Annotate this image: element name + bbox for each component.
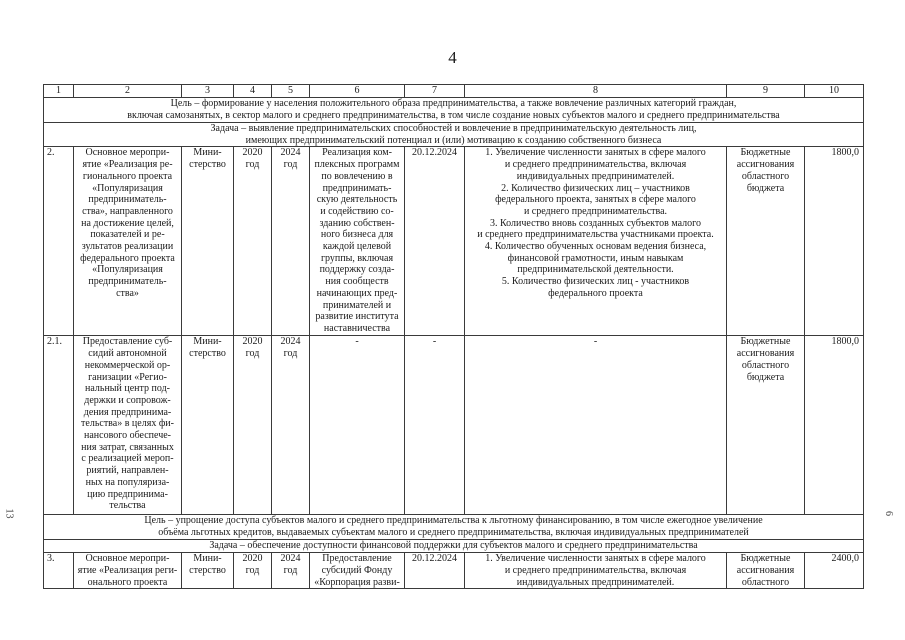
column-number: 1 bbox=[44, 85, 74, 98]
section-goal: Цель – упрощение доступа субъектов малого и среднего предпринимательства к льготному финансированию, в том числе ежегодное увеличение объёма льготных кредитов, выдаваемых субъектам малого и среднего предпринимательства, включая индивидуальных предпринимателей bbox=[44, 515, 864, 540]
expected-result: Реализация ком- плексных программ по вовлечению в предпринимать- скую деятельность и содействию со- зданию собствен- ного бизнеса для каждой целевой группы, включая поддержку созда- ния сообществ начинающих пред- принимателей и развитие института наставничества bbox=[310, 147, 405, 336]
funding-source: Бюджетные ассигнования областного bbox=[727, 553, 805, 589]
funding-source: Бюджетные ассигнования областного бюджета bbox=[727, 336, 805, 515]
section-goal: Цель – формирование у населения положительного образа предпринимательства, а также вовлечение различных категорий граждан, включая самозанятых, в сектор малого и среднего предпринимательства, в том числе создание новых субъектов малого и среднего предпринимательства bbox=[44, 98, 864, 123]
funding-amount: 1800,0 bbox=[805, 147, 864, 336]
column-number: 5 bbox=[272, 85, 310, 98]
row-number: 3. bbox=[44, 553, 74, 589]
goal-row bbox=[44, 98, 864, 123]
row-number: 2.1. bbox=[44, 336, 74, 515]
side-page-mark-right: 6 bbox=[883, 511, 894, 516]
column-number: 7 bbox=[405, 85, 465, 98]
end-year: 2024 год bbox=[272, 336, 310, 515]
section-task: Задача – обеспечение доступности финансовой поддержки для субъектов малого и среднего предпринимательства bbox=[44, 540, 864, 553]
column-number-row bbox=[44, 85, 864, 98]
column-number: 3 bbox=[182, 85, 234, 98]
completion-date: 20.12.2024 bbox=[405, 553, 465, 589]
measure-name: Предоставление суб- сидий автономной некоммерческой ор- ганизации «Регио- нальный центр под- держки и сопровож- дения предпринима- тельства» в целях фи- нансового обеспече- ния затрат, связанных с реализацией мероп- риятий, направлен- ных на популяриза- цию предпринима- тельства bbox=[74, 336, 182, 515]
measure-name: Основное меропри- ятие «Реализация реги- онального проекта bbox=[74, 553, 182, 589]
indicators: - bbox=[465, 336, 727, 515]
funding-amount: 2400,0 bbox=[805, 553, 864, 589]
executor: Мини- стерство bbox=[182, 147, 234, 336]
page-number: 4 bbox=[448, 48, 457, 67]
completion-date: - bbox=[405, 336, 465, 515]
expected-result: - bbox=[310, 336, 405, 515]
executor: Мини- стерство bbox=[182, 336, 234, 515]
funding-amount: 1800,0 bbox=[805, 336, 864, 515]
side-page-mark-left: 13 bbox=[3, 508, 15, 519]
end-year: 2024 год bbox=[272, 147, 310, 336]
table-row bbox=[44, 553, 864, 589]
start-year: 2020 год bbox=[234, 553, 272, 589]
column-number: 6 bbox=[310, 85, 405, 98]
column-number: 2 bbox=[74, 85, 182, 98]
task-row bbox=[44, 540, 864, 553]
indicators: 1. Увеличение численности занятых в сфере малого и среднего предпринимательства, включая индивидуальных предпринимателей. bbox=[465, 553, 727, 589]
indicators: 1. Увеличение численности занятых в сфере малого и среднего предпринимательства, включая индивидуальных предпринимателей. 2. Количество физических лиц – участников федерального проекта, занятых в сфере малого и среднего предпринимательства. 3. Количество вновь созданных субъектов малого и среднего предпринимательства участниками проекта. 4. Количество обученных основам ведения бизнеса, финансовой грамотности, иным навыкам предпринимательской деятельности. 5. Количество физических лиц - участников федерального проекта bbox=[465, 147, 727, 336]
start-year: 2020 год bbox=[234, 147, 272, 336]
program-table bbox=[43, 84, 864, 589]
expected-result: Предоставление субсидий Фонду «Корпорация разви- bbox=[310, 553, 405, 589]
measure-name: Основное меропри- ятие «Реализация ре- гионального проекта «Популяризация предприниматель- ства», направленного на достижение целей, показателей и ре- зультатов реализации федерального проекта «Популяризация предприниматель- ства» bbox=[74, 147, 182, 336]
table-row bbox=[44, 147, 864, 336]
column-number: 10 bbox=[805, 85, 864, 98]
executor: Мини- стерство bbox=[182, 553, 234, 589]
column-number: 9 bbox=[727, 85, 805, 98]
section-task: Задача – выявление предпринимательских способностей и вовлечение в предпринимательскую деятельность лиц, имеющих предпринимательский потенциал и (или) мотивацию к созданию собственного бизнеса bbox=[44, 123, 864, 147]
funding-source: Бюджетные ассигнования областного бюджета bbox=[727, 147, 805, 336]
table-row bbox=[44, 336, 864, 515]
start-year: 2020 год bbox=[234, 336, 272, 515]
column-number: 8 bbox=[465, 85, 727, 98]
goal-row bbox=[44, 515, 864, 540]
row-number: 2. bbox=[44, 147, 74, 336]
task-row bbox=[44, 123, 864, 147]
completion-date: 20.12.2024 bbox=[405, 147, 465, 336]
column-number: 4 bbox=[234, 85, 272, 98]
end-year: 2024 год bbox=[272, 553, 310, 589]
